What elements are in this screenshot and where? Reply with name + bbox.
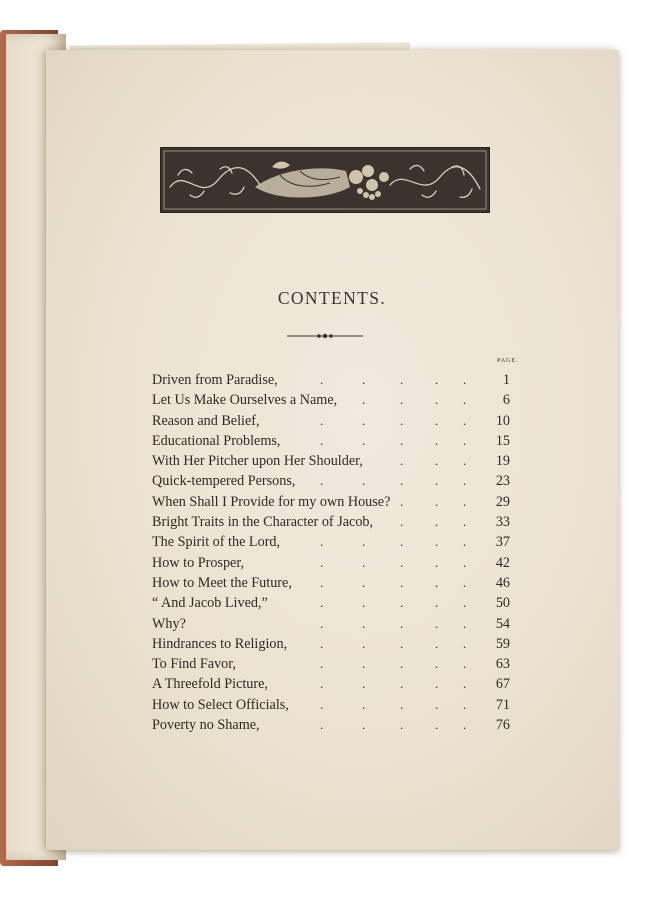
contents-entry: . . . . . Poverty no Shame, 76	[152, 715, 512, 735]
page-title: CONTENTS.	[277, 288, 387, 308]
entry-title: Why?	[152, 615, 186, 632]
entry-page-number: 63	[495, 656, 510, 673]
entry-page-number: 6	[502, 392, 510, 409]
entry-page-number: 10	[495, 412, 510, 429]
entry-title: Driven from Paradise,	[152, 372, 278, 388]
entry-title: Reason and Belief,	[152, 412, 260, 429]
entry-title: Quick-tempered Persons,	[152, 473, 296, 490]
entry-page-number: 59	[495, 635, 510, 652]
contents-entry: . . . . . How to Prosper, 42	[152, 553, 512, 573]
entry-title: “ And Jacob Lived,”	[152, 595, 268, 612]
entry-title: How to Meet the Future,	[152, 574, 292, 591]
contents-entry: . . . . . A Threefold Picture, 67	[152, 674, 512, 694]
entry-page-number: 42	[495, 554, 510, 571]
contents-entry: . . . . . Driven from Paradise, 1	[152, 370, 512, 390]
entry-page-number: 67	[495, 676, 510, 693]
contents-entry: . . . . . To Find Favor, 63	[152, 654, 512, 674]
entry-page-number: 50	[495, 595, 510, 612]
entry-page-number: 23	[495, 473, 510, 490]
contents-entry: . . . . . Why? 54	[152, 614, 512, 634]
diamond-rule-icon	[287, 332, 363, 340]
contents-entry: . . . When Shall I Provide for my own House? 29	[152, 492, 512, 512]
entry-page-number: 15	[495, 432, 510, 449]
page-column-heading: PAGE.	[496, 357, 518, 364]
contents-entry: . . . . . How to Meet the Future, 46	[152, 573, 512, 593]
entry-page-number: 33	[495, 514, 510, 531]
entry-page-number: 37	[495, 534, 510, 551]
contents-entry: . . . . . Hindrances to Religion, 59	[152, 634, 512, 654]
entry-title: How to Prosper,	[152, 554, 245, 571]
contents-entry: . . . . . Educational Problems, 15	[152, 431, 512, 451]
contents-list	[152, 370, 512, 735]
contents-entry: . . . . . The Spirit of the Lord, 37	[152, 532, 512, 552]
entry-title: The Spirit of the Lord,	[152, 534, 281, 551]
entry-title: Bright Traits in the Character of Jacob,	[152, 514, 374, 531]
contents-entry: . . . With Her Pitcher upon Her Shoulder, 19	[152, 451, 512, 471]
entry-title: A Threefold Picture,	[152, 676, 268, 693]
entry-page-number: 54	[495, 615, 510, 632]
entry-page-number: 76	[495, 717, 510, 734]
entry-title: When Shall I Provide for my own House?	[152, 493, 391, 510]
contents-entry: . . . . . “ And Jacob Lived,” 50	[152, 593, 512, 613]
entry-title: Hindrances to Religion,	[152, 635, 288, 652]
entry-page-number: 19	[495, 453, 510, 470]
entry-page-number: 29	[495, 493, 510, 510]
contents-entry: . . . . . Reason and Belief, 10	[152, 411, 512, 431]
contents-entry: . . . . . How to Select Officials, 71	[152, 695, 512, 715]
entry-title: Educational Problems,	[152, 432, 281, 449]
cornucopia-ornament-icon	[160, 147, 490, 213]
entry-page-number: 46	[495, 574, 510, 591]
contents-entry: . . . . Let Us Make Ourselves a Name, 6	[152, 390, 512, 410]
entry-page-number: 1	[502, 372, 510, 388]
contents-entry: . . . Bright Traits in the Character of Jacob, 33	[152, 512, 512, 532]
entry-title: How to Select Officials,	[152, 696, 289, 713]
entry-title: Let Us Make Ourselves a Name,	[152, 392, 338, 409]
contents-entry: . . . . . Quick-tempered Persons, 23	[152, 471, 512, 491]
entry-title: To Find Favor,	[152, 656, 236, 673]
entry-title: Poverty no Shame,	[152, 717, 260, 734]
entry-title: With Her Pitcher upon Her Shoulder,	[152, 453, 363, 470]
entry-page-number: 71	[495, 696, 510, 713]
